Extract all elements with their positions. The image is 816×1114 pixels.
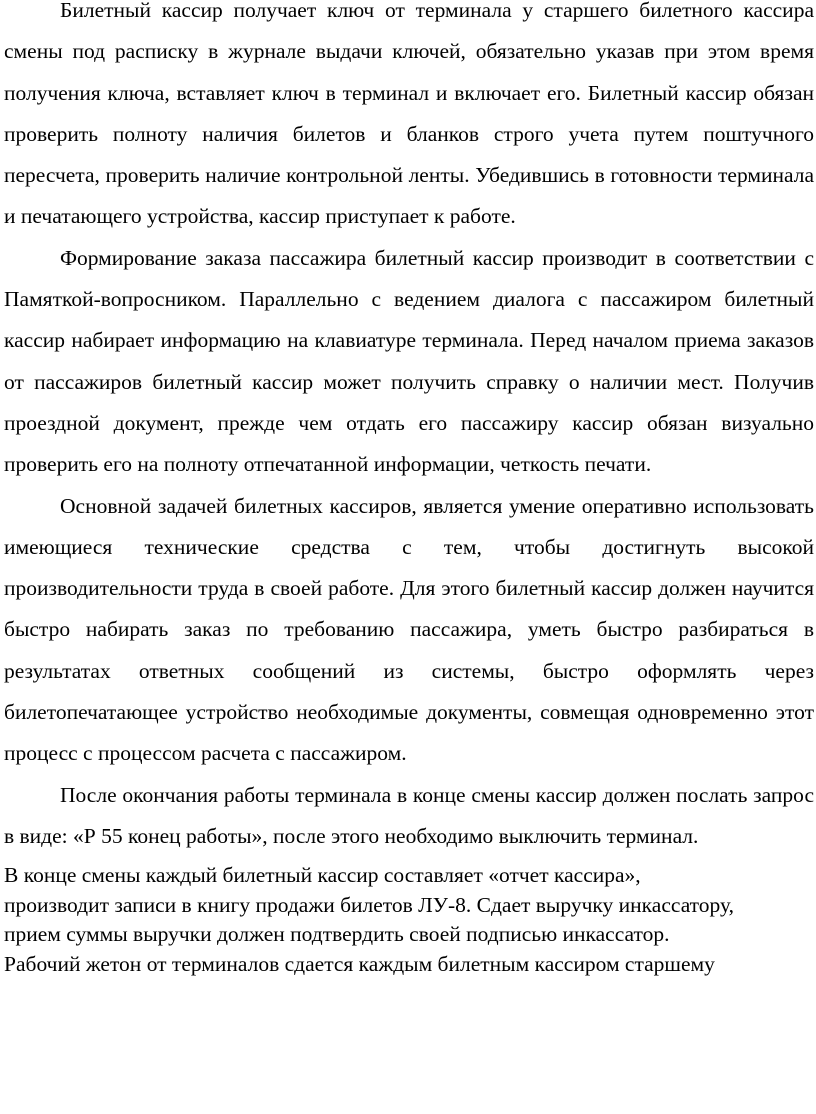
paragraph-terminal-startup: Билетный кассир получает ключ от терминала у старшего билетного кассира смены под расписку в журнале выдачи ключей, обязательно указав при этом время получения ключа, вставляет ключ в терминал и включает его. Билетный кассир обязан проверить полноту наличия билетов и бланков строго учета путем поштучного пересчета, проверить наличие контрольной ленты. Убедившись в готовности терминала и печатающего устройства, кассир приступает к работе. [4,0,814,229]
paragraph-line: Рабочий жетон от терминалов сдается каждым билетным кассиром старшему [4,951,715,976]
paragraph-line: прием суммы выручки должен подтвердить своей подписью инкассатор. [4,922,670,947]
paragraph-main-task: Основной задачей билетных кассиров, является умение оперативно использовать имеющиеся технические средства с тем, чтобы достигнуть высокой производительности труда в своей работе. Для этого билетный кассир должен научится быстро набирать заказ по требованию пассажира, уметь быстро разбираться в результатах ответных сообщений из системы, быстро оформлять через билетопечатающее устройство необходимые документы, совмещая одновременно этот процесс с процессом расчета с пассажиром. [4,493,814,766]
paragraph-line: В конце смены каждый билетный кассир составляет «отчет кассира», [4,863,641,888]
paragraph-end-of-work: После окончания работы терминала в конце смены кассир должен послать запрос в виде: «Р 55 конец работы», после этого необходимо выключить терминал. [4,782,814,848]
paragraph-line: производит записи в книгу продажи билетов ЛУ-8. Сдает выручку инкассатору, [4,892,734,917]
paragraph-shift-report [4,861,814,979]
paragraph-order-forming: Формирование заказа пассажира билетный кассир производит в соответствии с Памяткой-вопросником. Параллельно с ведением диалога с пассажиром билетный кассир набирает информацию на клавиатуре терминала. Перед началом приема заказов от пассажиров билетный кассир может получить справку о наличии мест. Получив проездной документ, прежде чем отдать его пассажиру кассир обязан визуально проверить его на полноту отпечатанной информации, четкость печати. [4,245,814,477]
